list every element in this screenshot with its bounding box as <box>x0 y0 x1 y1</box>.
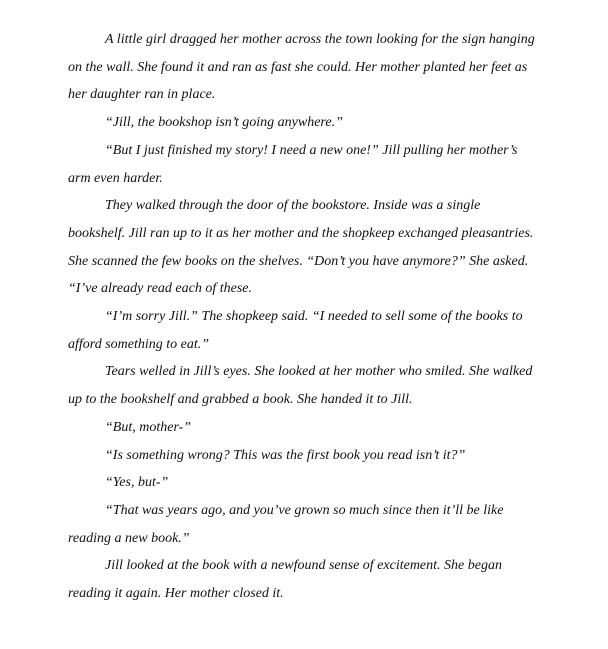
paragraph-10: “That was years ago, and you’ve grown so much since then it’ll be like reading a new book.” <box>68 502 504 546</box>
story-text <box>68 26 540 608</box>
paragraph-3: “But I just finished my story! I need a new one!” Jill pulling her mother’s arm even harder. <box>68 142 518 186</box>
paragraph-2: “Jill, the bookshop isn’t going anywhere.” <box>105 115 343 131</box>
paragraph-1: A little girl dragged her mother across the town looking for the sign hanging on the wall. She found it and ran as fast she could. Her mother planted her feet as her daughter ran in place. <box>68 32 535 103</box>
paragraph-9: “Yes, but-” <box>105 475 169 491</box>
paragraph-5: “I’m sorry Jill.” The shopkeep said. “I needed to sell some of the books to afford something to eat.” <box>68 309 523 352</box>
paragraph-8: “Is something wrong? This was the first book you read isn’t it?” <box>105 447 466 463</box>
paragraph-4: They walked through the door of the bookstore. Inside was a single bookshelf. Jill ran up to it as her mother and the shopkeep exchanged pleasantries. She scanned the few books on the shelves. “Don’t you have anymore?” She asked. “I’ve already read each of these. <box>68 198 534 297</box>
paragraph-11: Jill looked at the book with a newfound sense of excitement. She began reading it again. Her mother closed it. <box>68 558 502 602</box>
paragraph-7: “But, mother-” <box>105 419 192 435</box>
paragraph-6: Tears welled in Jill’s eyes. She looked at her mother who smiled. She walked up to the bookshelf and grabbed a book. She handed it to Jill. <box>68 364 533 408</box>
